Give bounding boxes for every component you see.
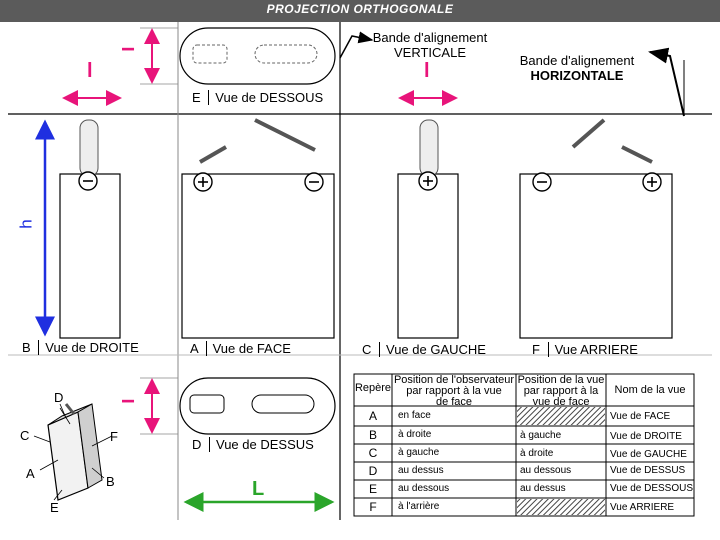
caption-view-left [362,342,486,357]
header-line: de face [435,396,473,408]
table-cell-observer: à l'arrière [398,501,440,512]
L-symbol: L [252,478,265,500]
l-symbol-right: l [424,60,430,82]
table-cell-observer: au dessus [398,465,444,476]
iso-label-d: D [54,390,64,405]
horizontal-band-line2: HORIZONTALE [530,68,624,83]
h-symbol: h [16,219,36,229]
iso-label-c: C [20,428,30,443]
vertical-band-line1: Bande d'alignement [372,30,488,45]
horizontal-band-pointer [650,52,684,116]
caption-name: Vue de DROITE [38,340,138,355]
right-view-drawing [60,120,120,338]
top-view-drawing [180,28,335,84]
table-header-name: Nom de la vue [614,384,686,396]
back-view-drawing [520,120,672,338]
hatched-cell-front [517,407,605,425]
table-cell-position: à gauche [520,430,562,441]
iso-label-b: B [106,474,115,489]
caption-view-right [22,340,139,355]
header-line: Position de l'observateur [393,374,515,386]
caption-letter: D [192,437,202,452]
table-cell-observer: à gauche [398,447,440,458]
vertical-band-line2: VERTICALE [393,45,466,60]
hatched-cell-back [517,499,605,515]
isometric-sketch [34,404,112,500]
front-view-drawing [182,120,334,338]
caption-letter: A [190,341,198,356]
iso-label-f: F [110,429,118,444]
table-cell-observer: au dessous [398,483,450,494]
table-cell-name: Vue de DROITE [610,431,682,442]
minus-symbol-top: − [121,36,136,63]
header-line: vue de face [532,396,590,408]
l-symbol-left: l [87,60,93,82]
bottom-view-drawing [180,378,335,434]
table-cell-name: Vue ARRIERE [610,502,675,513]
header-line: par rapport à la [523,385,599,397]
iso-label-a: A [26,466,35,481]
table-cell-name: Vue de DESSUS [610,465,686,476]
table-cell-name: Vue de DESSOUS [610,483,694,494]
caption-view-top [192,90,323,105]
horizontal-band-line1: Bande d'alignement [519,53,635,68]
table-cell-position: au dessous [520,465,572,476]
table-header-position [516,375,606,408]
table-cell-repere: E [368,482,377,496]
caption-view-bottom [192,437,314,452]
table-cell-observer: en face [398,410,431,421]
header-line: Position de la vue [517,374,605,386]
caption-view-back [532,342,638,357]
table-cell-repere: D [368,464,378,478]
caption-letter: E [192,90,201,105]
table-cell-repere: B [368,428,377,442]
caption-name: Vue de FACE [206,341,291,356]
caption-name: Vue de DESSOUS [208,90,323,105]
table-cell-repere: C [368,446,378,460]
horizontal-band-label [512,53,642,83]
table-cell-name: Vue de GAUCHE [610,449,687,460]
table-cell-position: au dessus [520,483,566,494]
vertical-band-label [366,30,494,60]
table-header-observer [392,375,516,408]
caption-letter: C [362,342,372,357]
caption-name: Vue de DESSUS [209,437,314,452]
minus-symbol-bottom: − [121,388,136,415]
table-cell-repere: F [369,500,377,514]
table-header-repere: Repère [354,382,392,394]
table-cell-name: Vue de FACE [610,411,671,422]
caption-view-front [190,341,291,356]
left-view-drawing [398,120,458,338]
caption-name: Vue de GAUCHE [379,342,486,357]
table-cell-observer: à droite [398,429,432,440]
iso-label-e: E [50,500,59,515]
caption-name: Vue ARRIERE [548,342,638,357]
page-title: PROJECTION ORTHOGONALE [266,2,454,16]
caption-letter: F [532,342,540,357]
caption-letter: B [22,340,31,355]
table-cell-repere: A [368,409,377,423]
header-line: par rapport à la vue [406,385,502,397]
table-cell-position: à droite [520,448,554,459]
